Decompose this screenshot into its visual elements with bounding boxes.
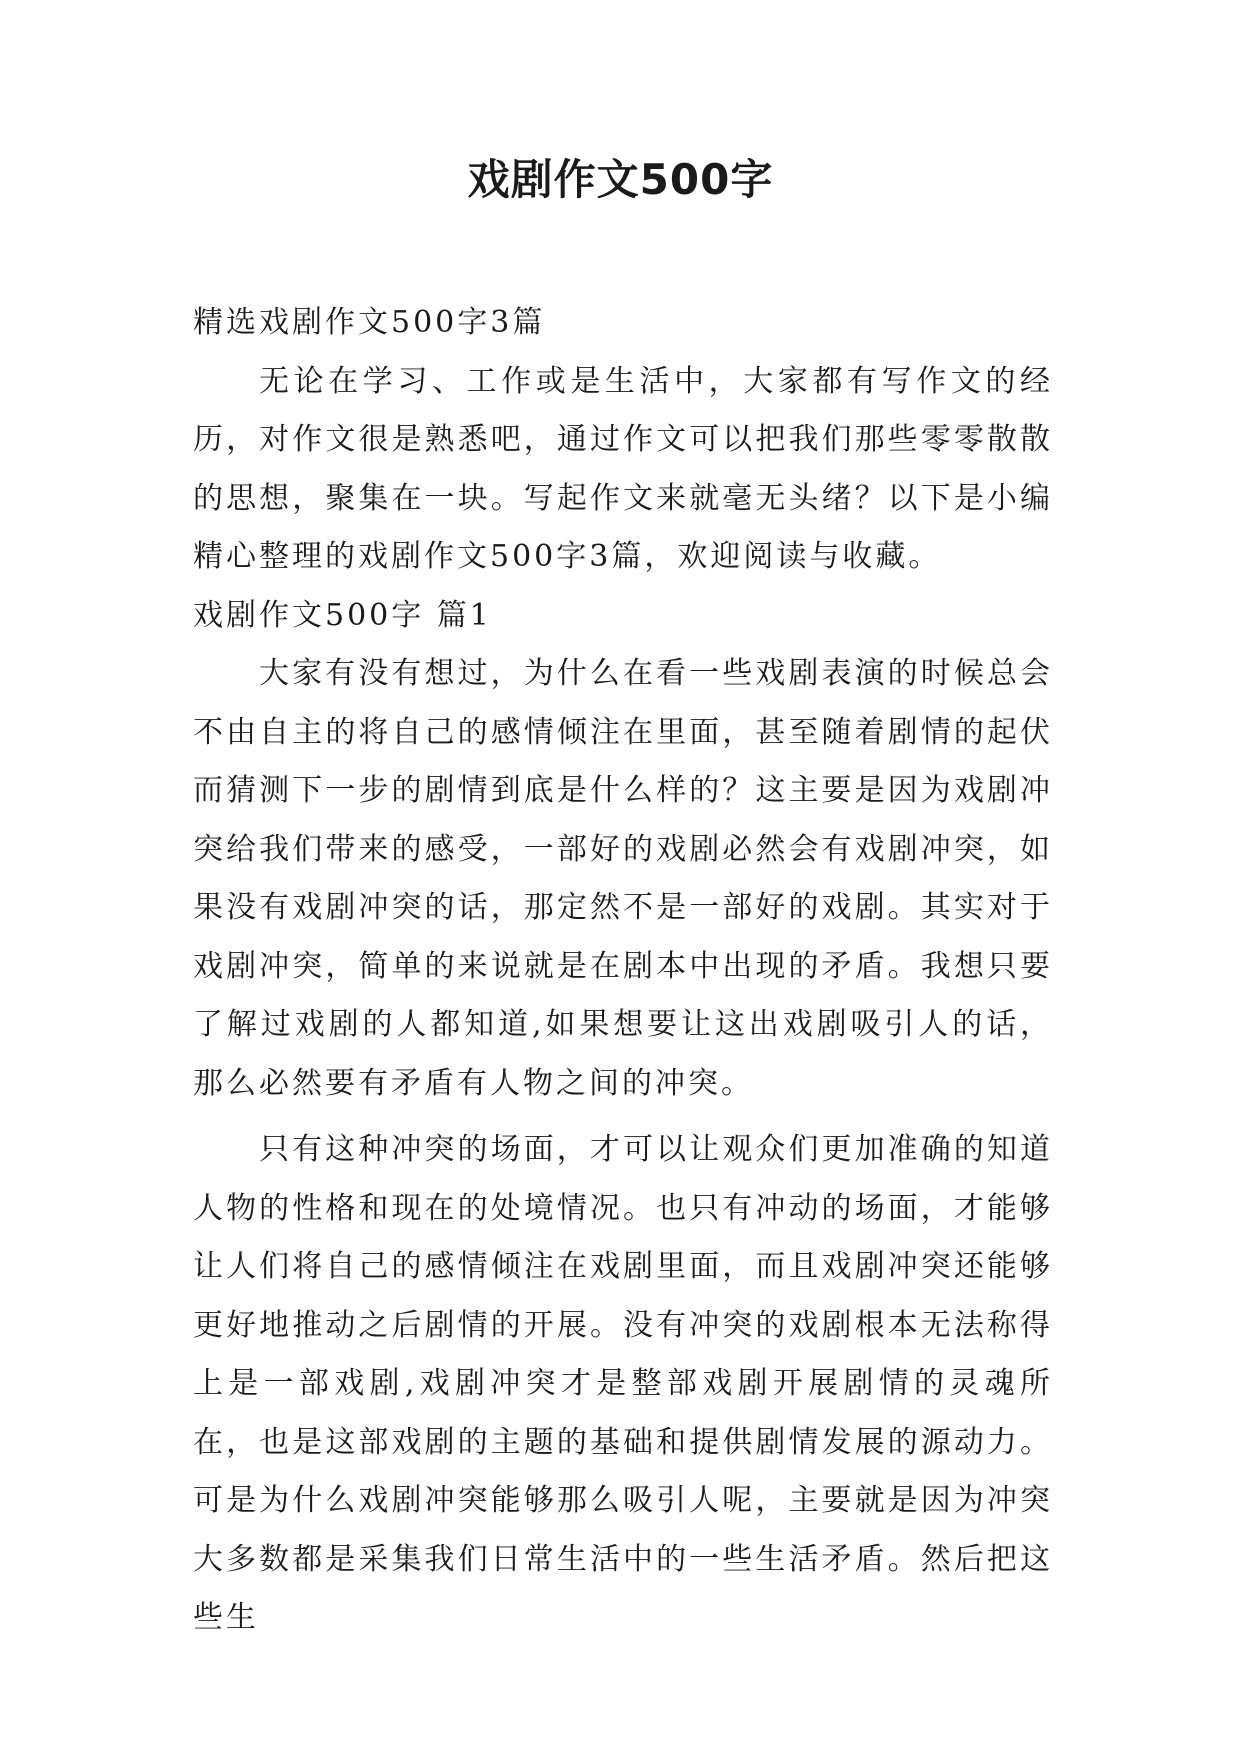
intro-paragraph: 无论在学习、工作或是生活中，大家都有写作文的经历，对作文很是熟悉吧，通过作文可以把我们那些零零散散的思想，聚集在一块。写起作文来就毫无头绪？以下是小编精心整理的戏剧作文500字3篇，欢迎阅读与收藏。 <box>193 363 1053 574</box>
section-heading: 戏剧作文500字 篇1 <box>193 597 492 633</box>
document-subtitle: 精选戏剧作文500字3篇 <box>193 305 546 340</box>
body-paragraph-1: 大家有没有想过，为什么在看一些戏剧表演的时候总会不由自主的将自己的感情倾注在里面，甚至随着剧情的起伏而猜测下一步的剧情到底是什么样的？这主要是因为戏剧冲突给我们带来的感受，一部好的戏剧必然会有戏剧冲突，如果没有戏剧冲突的话，那定然不是一部好的戏剧。其实对于戏剧冲突，简单的来说就是在剧本中出现的矛盾。我想只要了解过戏剧的人都知道,如果想要让这出戏剧吸引人的话，那么必然要有矛盾有人物之间的冲突。 <box>193 656 1053 1101</box>
body-paragraph-2: 只有这种冲突的场面，才可以让观众们更加准确的知道人物的性格和现在的处境情况。也只有冲动的场面，才能够让人们将自己的感情倾注在戏剧里面，而且戏剧冲突还能够更好地推动之后剧情的开展。没有冲突的戏剧根本无法称得上是一部戏剧,戏剧冲突才是整部戏剧开展剧情的灵魂所在，也是这部戏剧的主题的基础和提供剧情发展的源动力。可是为什么戏剧冲突能够那么吸引人呢，主要就是因为冲突大多数都是采集我们日常生活中的一些生活矛盾。然后把这些生 <box>193 1132 1053 1635</box>
document-title: 戏剧作文500字 <box>467 155 774 204</box>
document-body <box>193 294 1053 1648</box>
